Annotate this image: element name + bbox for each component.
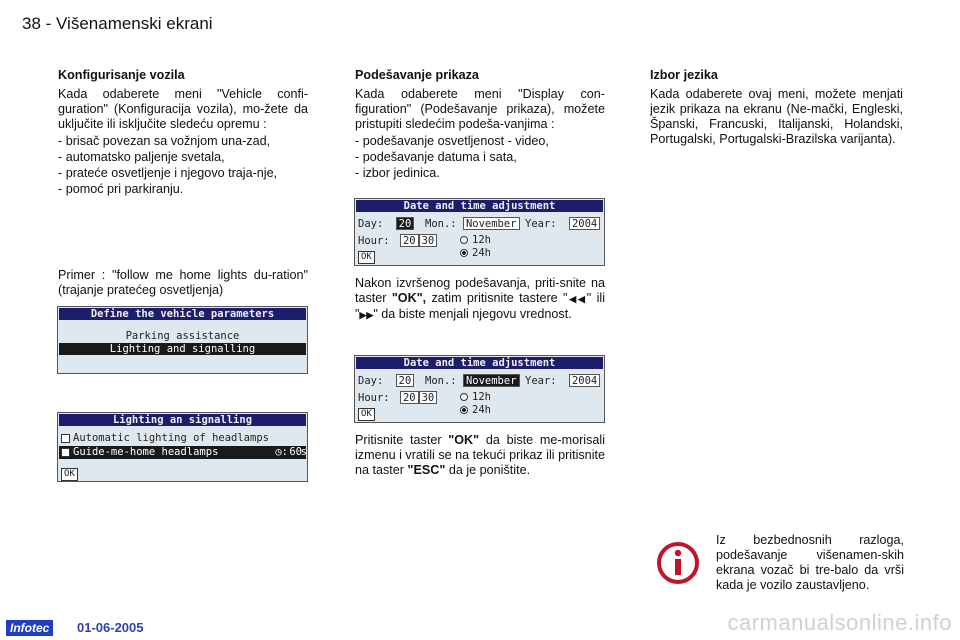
display-config-section bbox=[355, 68, 605, 182]
screen-header: Date and time adjustment bbox=[356, 357, 603, 369]
text-run: zatim pritisnite tastere " bbox=[426, 291, 568, 305]
language-body: Kada odaberete ovaj meni, možete menjati jezik prikaza na ekranu (Ne-mački, Engleski, Španski, Francuski, Italijanski, Holandski, Portugalski, Portugalski-Brazilska varijanta). bbox=[650, 87, 903, 146]
year-field[interactable]: 2004 bbox=[569, 217, 600, 230]
infotec-logo: Infotec bbox=[6, 620, 53, 636]
list-item: - pomoć pri parkiranju. bbox=[58, 182, 184, 196]
date-time-screen-1 bbox=[354, 198, 605, 266]
menu-item-parking[interactable]: Parking assistance bbox=[125, 330, 240, 342]
month-field[interactable]: November bbox=[463, 217, 520, 230]
screen-header: Date and time adjustment bbox=[356, 200, 603, 212]
day-field[interactable]: 20 bbox=[396, 217, 415, 230]
vehicle-config-heading: Konfigurisanje vozila bbox=[58, 68, 185, 82]
vehicle-config-list bbox=[58, 134, 308, 197]
list-item: - podešavanje osvetljenost - video, bbox=[355, 134, 549, 148]
duration-unit: s bbox=[300, 446, 307, 458]
hour-label: Hour: bbox=[358, 392, 390, 404]
minute-field[interactable]: 30 bbox=[419, 391, 438, 404]
hour-field[interactable]: 20 bbox=[400, 391, 419, 404]
year-label: Year: bbox=[525, 218, 557, 230]
rewind-icon: ◀◀ bbox=[567, 294, 587, 304]
radio-label: 12h bbox=[472, 234, 491, 246]
option-label: Automatic lighting of headlamps bbox=[73, 432, 269, 444]
vehicle-parameters-screen bbox=[57, 306, 308, 374]
radio-12h[interactable] bbox=[460, 391, 491, 403]
month-label: Mon.: bbox=[425, 375, 457, 387]
list-item: - brisač povezan sa vožnjom una-zad, bbox=[58, 134, 271, 148]
after-adjust-text bbox=[355, 276, 605, 323]
ok-key-label: "OK", bbox=[391, 291, 427, 305]
confirm-text bbox=[355, 433, 605, 478]
text-run: da biste me-morisali izmenu i vratili se na tekući prikaz ili pritisnite na taster bbox=[355, 433, 605, 477]
ok-button[interactable]: OK bbox=[358, 408, 375, 421]
date-time-screen-2 bbox=[354, 355, 605, 423]
hour-field[interactable]: 20 bbox=[400, 234, 419, 247]
example-text: Primer : "follow me home lights du-ration" (trajanje pratećeg osvetljenja) bbox=[58, 268, 308, 297]
footer-date: 01-06-2005 bbox=[77, 620, 144, 635]
minute-field[interactable]: 30 bbox=[419, 234, 438, 247]
day-field[interactable]: 20 bbox=[396, 374, 415, 387]
screen-header: Define the vehicle parameters bbox=[59, 308, 306, 320]
text-run: " da biste menjali njegovu vrednost. bbox=[373, 307, 572, 321]
radio-on-icon bbox=[460, 249, 468, 257]
day-label: Day: bbox=[358, 375, 384, 387]
auto-headlamps-option[interactable] bbox=[61, 432, 307, 445]
lighting-screen bbox=[57, 412, 308, 482]
radio-on-icon bbox=[460, 406, 468, 414]
checkbox-unchecked[interactable] bbox=[61, 434, 70, 443]
esc-key-label: "ESC" bbox=[407, 463, 446, 477]
hour-label: Hour: bbox=[358, 235, 390, 247]
duration-value[interactable]: 60 bbox=[289, 446, 302, 458]
display-config-list bbox=[355, 134, 605, 181]
option-label: Guide-me-home headlamps bbox=[73, 446, 219, 458]
day-label: Day: bbox=[358, 218, 384, 230]
text-run: da je poništite. bbox=[445, 463, 531, 477]
display-config-intro: Kada odaberete meni "Display con-figuration" (Podešavanje prikaza), možete pristupiti sledećim podeša-vanjima : bbox=[355, 87, 605, 131]
vehicle-config-intro: Kada odaberete meni "Vehicle confi-guration" (Konfiguracija vozila), mo-žete da uključite ili isključite sledeću opremu : bbox=[58, 87, 308, 131]
radio-off-icon bbox=[460, 236, 468, 244]
ok-key-label: "OK" bbox=[448, 433, 480, 447]
language-section bbox=[650, 68, 903, 149]
radio-off-icon bbox=[460, 393, 468, 401]
language-heading: Izbor jezika bbox=[650, 68, 718, 82]
radio-label: 24h bbox=[472, 247, 491, 259]
month-field[interactable]: November bbox=[463, 374, 520, 387]
radio-label: 24h bbox=[472, 404, 491, 416]
list-item: - automatsko paljenje svetala, bbox=[58, 150, 225, 164]
safety-note: Iz bezbednosnih razloga, podešavanje višenamen-skih ekrana vozač bi tre-balo da vrši kada je vozilo zaustavljeno. bbox=[716, 533, 904, 592]
text-run: " ili " bbox=[355, 291, 605, 321]
info-icon bbox=[656, 541, 700, 585]
text-run: Nakon izvršenog podešavanja, priti-snite na taster bbox=[355, 276, 605, 305]
guide-me-home-option[interactable] bbox=[59, 446, 306, 459]
display-config-heading: Podešavanje prikaza bbox=[355, 68, 479, 82]
radio-24h[interactable] bbox=[460, 247, 491, 259]
menu-item-lighting[interactable]: Lighting and signalling bbox=[59, 343, 306, 355]
watermark: carmanualsonline.info bbox=[727, 610, 952, 635]
year-label: Year: bbox=[525, 375, 557, 387]
vehicle-config-section bbox=[58, 68, 308, 198]
fast-forward-icon: ▶▶ bbox=[359, 310, 374, 320]
list-item: - prateće osvetljenje i njegovo traja-nje, bbox=[58, 166, 278, 180]
page-title: 38 - Višenamenski ekrani bbox=[22, 14, 213, 33]
list-item: - podešavanje datuma i sata, bbox=[355, 150, 517, 164]
month-label: Mon.: bbox=[425, 218, 457, 230]
radio-24h[interactable] bbox=[460, 404, 491, 416]
text-run: Pritisnite taster bbox=[355, 433, 449, 447]
screen-header: Lighting an signalling bbox=[59, 414, 306, 426]
radio-label: 12h bbox=[472, 391, 491, 403]
checkbox-checked[interactable]: ✓ bbox=[61, 448, 70, 457]
clock-icon: ◷: bbox=[275, 446, 288, 458]
year-field[interactable]: 2004 bbox=[569, 374, 600, 387]
ok-button[interactable]: OK bbox=[358, 251, 375, 264]
ok-button[interactable]: OK bbox=[61, 468, 78, 481]
radio-12h[interactable] bbox=[460, 234, 491, 246]
list-item: - izbor jedinica. bbox=[355, 166, 440, 180]
